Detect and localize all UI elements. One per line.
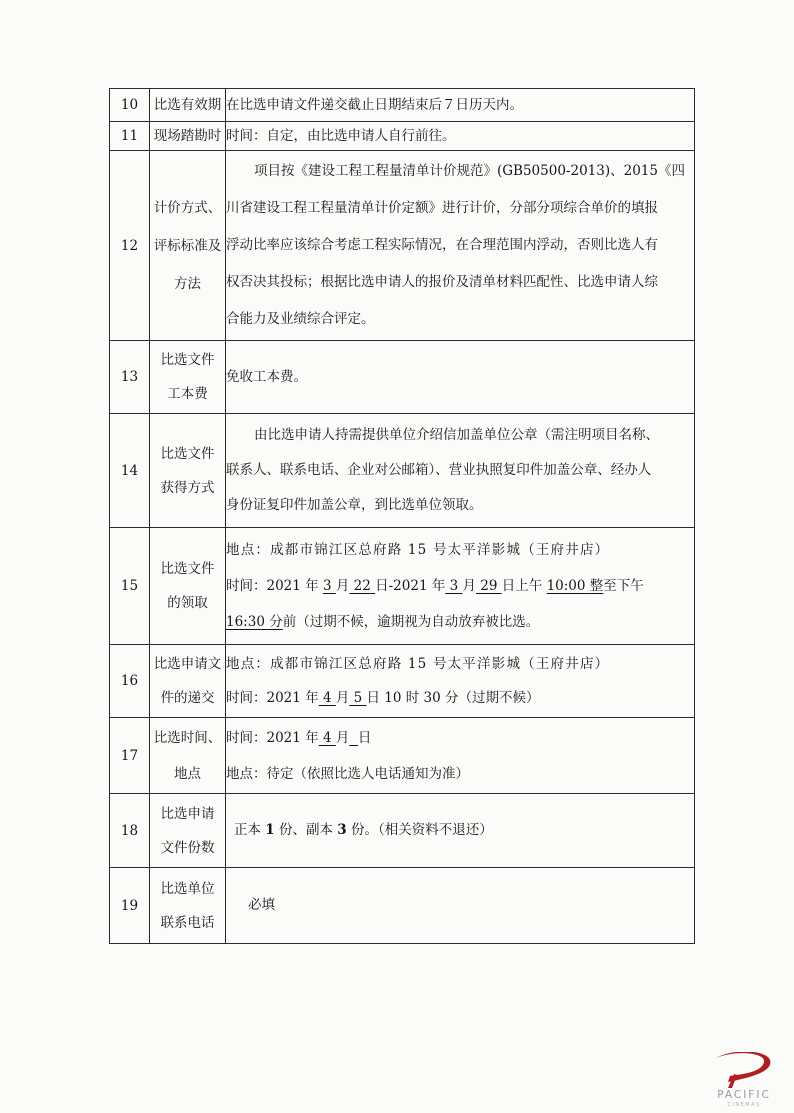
row-number: 15 bbox=[110, 528, 150, 645]
row-label: 比选有效期 bbox=[150, 89, 226, 122]
row-number: 10 bbox=[110, 89, 150, 122]
row-content: 时间：2021 年 4 月 日 地点：待定（依照比选人电话通知为准） bbox=[226, 718, 695, 794]
table-row bbox=[110, 414, 695, 528]
row-content: 地点：成都市锦江区总府路 15 号太平洋影城（王府井店） 时间：2021 年 4 月 5 日 10 时 30 分（过期不候） bbox=[226, 645, 695, 718]
row-content: 在比选申请文件递交截止日期结束后７日历天内。 bbox=[226, 89, 695, 122]
row-label: 比选单位 联系电话 bbox=[150, 868, 226, 944]
row-content: 正本 1 份、副本 3 份。（相关资料不退还） bbox=[226, 794, 695, 868]
row-number: 12 bbox=[110, 151, 150, 341]
row-content: 免收工本费。 bbox=[226, 341, 695, 414]
table-row bbox=[110, 151, 695, 341]
row-label: 比选时间、 地点 bbox=[150, 718, 226, 794]
row-number: 19 bbox=[110, 868, 150, 944]
table-row bbox=[110, 794, 695, 868]
row-label: 比选文件 获得方式 bbox=[150, 414, 226, 528]
row-label: 计价方式、 评标标准及 方法 bbox=[150, 151, 226, 341]
row-number: 11 bbox=[110, 122, 150, 151]
table-row bbox=[110, 122, 695, 151]
table-row bbox=[110, 341, 695, 414]
row-number: 14 bbox=[110, 414, 150, 528]
row-number: 18 bbox=[110, 794, 150, 868]
row-number: 13 bbox=[110, 341, 150, 414]
table-row bbox=[110, 528, 695, 645]
table-row bbox=[110, 89, 695, 122]
row-content: 项目按《建设工程工程量清单计价规范》(GB50500-2013)、2015《四 川省建设工程工程量清单计价定额》进行计价，分部分项综合单价的填报 浮动比率应该综合考虑工程实际情况，在合理范围内浮动，否则比选人有 权否决其投标；根据比选申请人的报价及清单材料匹配性、比选申请人综 合能力及业绩综合评定。 bbox=[226, 151, 695, 341]
row-number: 16 bbox=[110, 645, 150, 718]
row-number: 17 bbox=[110, 718, 150, 794]
row-label: 比选申请 文件份数 bbox=[150, 794, 226, 868]
table-row bbox=[110, 645, 695, 718]
row-label: 比选申请文 件的递交 bbox=[150, 645, 226, 718]
bid-info-table bbox=[109, 88, 695, 944]
row-label: 比选文件 工本费 bbox=[150, 341, 226, 414]
table-row bbox=[110, 868, 695, 944]
row-content: 地点：成都市锦江区总府路 15 号太平洋影城（王府井店） 时间：2021 年 3 月 22 日-2021 年 3 月 29 日上午 10:00 整至下午 16:30 分前（过期不候，逾期视为自动放弃被比选。 bbox=[226, 528, 695, 645]
table-row bbox=[110, 718, 695, 794]
logo-subtext: CINEMAS bbox=[727, 1102, 761, 1108]
row-content: 由比选申请人持需提供单位介绍信加盖单位公章（需注明项目名称、 联系人、联系电话、企业对公邮箱）、营业执照复印件加盖公章、经办人 身份证复印件加盖公章，到比选单位领取。 bbox=[226, 414, 695, 528]
row-label: 现场踏勘时 bbox=[150, 122, 226, 151]
row-label: 比选文件 的领取 bbox=[150, 528, 226, 645]
row-content: 时间：自定，由比选申请人自行前往。 bbox=[226, 122, 695, 151]
row-content: 必填 bbox=[226, 868, 695, 944]
logo-wordmark: PACIFIC bbox=[717, 1089, 771, 1101]
